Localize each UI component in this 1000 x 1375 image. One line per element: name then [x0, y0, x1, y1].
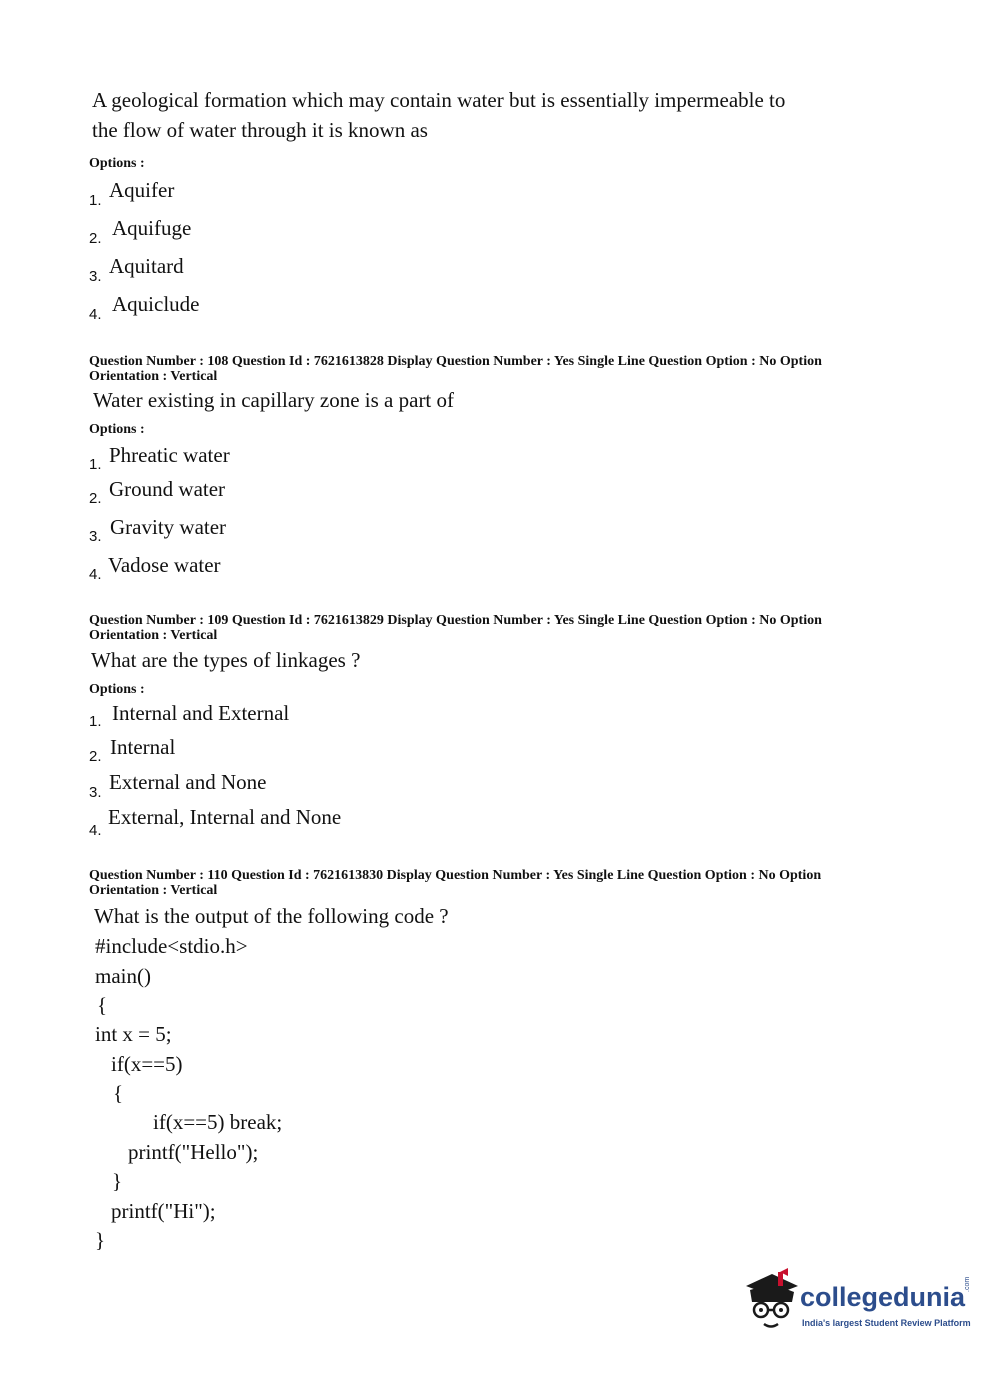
- question-108-text: Water existing in capillary zone is a part of: [93, 388, 455, 412]
- logo-wordmark: collegedunia: [800, 1282, 966, 1312]
- question-109-options-label: Options :: [89, 682, 145, 697]
- option-text: Aquifuge: [112, 216, 192, 240]
- option-number: 3.: [89, 528, 102, 545]
- code-line: printf("Hi");: [111, 1199, 216, 1223]
- question-109-text: What are the types of linkages ?: [91, 648, 361, 672]
- question-110-meta-line1: Question Number : 110 Question Id : 7621613830 Display Question Number : Yes Single Line Question Option : No Option: [89, 868, 822, 883]
- option-text: External and None: [109, 770, 267, 794]
- option-text: Aquitard: [109, 254, 184, 278]
- question-108-meta-line1: Question Number : 108 Question Id : 7621613828 Display Question Number : Yes Single Line Question Option : No Option: [89, 354, 822, 369]
- option-text: Gravity water: [110, 515, 227, 539]
- option-text: External, Internal and None: [108, 805, 342, 829]
- code-line: {: [97, 993, 108, 1017]
- option-number: 2.: [89, 230, 102, 247]
- option-text: Aquifer: [109, 178, 175, 202]
- question-107-options-label: Options :: [89, 156, 145, 171]
- option-text: Ground water: [109, 477, 226, 501]
- option-text: Vadose water: [108, 553, 221, 577]
- option-number: 4.: [89, 566, 102, 583]
- code-line: main(): [95, 964, 151, 988]
- option-text: Internal: [110, 735, 176, 759]
- option-number: 2.: [89, 748, 102, 765]
- question-110-meta-line2: Orientation : Vertical: [89, 883, 218, 898]
- question-107-text-line2: the flow of water through it is known as: [92, 118, 428, 142]
- logo-com-suffix: .com: [964, 1276, 971, 1292]
- code-line: }: [112, 1169, 123, 1193]
- option-number: 4.: [89, 306, 102, 323]
- option-text: Internal and External: [112, 701, 290, 725]
- question-110-text: What is the output of the following code ?: [94, 904, 449, 928]
- code-line: printf("Hello");: [128, 1140, 259, 1164]
- code-line: int x = 5;: [95, 1022, 172, 1046]
- option-text: Aquiclude: [112, 292, 200, 316]
- student-mascot-icon: [742, 1268, 802, 1338]
- option-number: 2.: [89, 490, 102, 507]
- option-number: 3.: [89, 784, 102, 801]
- code-line: {: [113, 1081, 124, 1105]
- question-107-text-line1: A geological formation which may contain water but is essentially impermeable to: [92, 88, 786, 112]
- option-text: Phreatic water: [109, 443, 230, 467]
- collegedunia-logo[interactable]: [742, 1268, 982, 1340]
- question-108-meta-line2: Orientation : Vertical: [89, 369, 218, 384]
- option-number: 3.: [89, 268, 102, 285]
- question-108-options-label: Options :: [89, 422, 145, 437]
- option-number: 4.: [89, 822, 102, 839]
- option-number: 1.: [89, 456, 102, 473]
- code-line: #include<stdio.h>: [95, 934, 248, 958]
- code-line: if(x==5): [111, 1052, 183, 1076]
- question-109-meta-line1: Question Number : 109 Question Id : 7621613829 Display Question Number : Yes Single Line Question Option : No Option: [89, 613, 822, 628]
- option-number: 1.: [89, 713, 102, 730]
- question-109-meta-line2: Orientation : Vertical: [89, 628, 218, 643]
- option-number: 1.: [89, 192, 102, 209]
- logo-tagline: India's largest Student Review Platform: [802, 1318, 971, 1328]
- code-line: }: [95, 1228, 106, 1252]
- code-line: if(x==5) break;: [153, 1110, 283, 1134]
